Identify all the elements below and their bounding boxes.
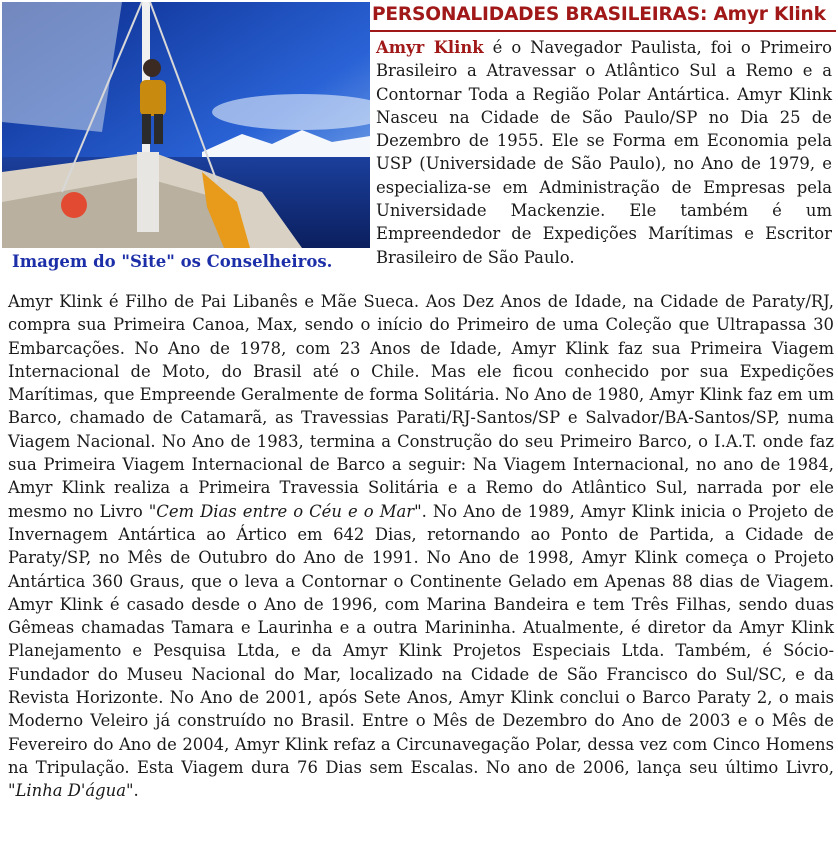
body-part-2: . No Ano de 1989, Amyr Klink inicia o Projeto de Invernagem Antártica ao Ártico em 642 Dias, retornando ao Ponto de Partida, a Cidade de Paraty/SP, no Mês de Outubro do Ano de 1991. No Ano de 1998, Amyr Klink começa o Projeto Antártica 360 Graus, que o leva a Contornar o Continente Gelado em Apenas 88 dias de Viagem. Amyr Klink é casado desde o Ano de 1996, com Marina Bandeira e tem Três Filhas, sendo duas Gêmeas chamadas Tamara e Laurinha e a outra Marininha. Atualmente, é diretor da Amyr Klink Planejamento e Pesquisa Ltda, e da Amyr Klink Projetos Especiais Ltda. Também, é Sócio-Fundador do Museu Nacional do Mar, localizado na Cidade de São Francisco do Sul/SC, e da Revista Horizonte. No Ano de 2001, após Sete Anos, Amyr Klink conclui o Barco Paraty 2, o mais Moderno Veleiro já construído no Brasil. Entre o Mês de Dezembro do Ano de 2003 e o Mês de Fevereiro do Ano de 2004, Amyr Klink refaz a Circunavegação Polar, dessa vez com Cinco Homens na Tripulação. Esta Viagem dura 76 Dias sem Escalas. No ano de 2006, lança seu último Livro, — [8, 501, 834, 777]
biography-paragraph — [8, 290, 834, 803]
sailboat-illustration — [2, 2, 370, 248]
body-part-1: Amyr Klink é Filho de Pai Libanês e Mãe Sueca. Aos Dez Anos de Idade, na Cidade de Paraty/RJ, compra sua Primeira Canoa, Max, sendo o início do Primeiro de uma Coleção que Ultrapassa 30 Embarcações. No Ano de 1978, com 23 Anos de Idade, Amyr Klink faz sua Primeira Viagem Internacional de Moto, do Brasil até o Chile. Mas ele ficou conhecido por sua Expedições Marítimas, que Empreende Geralmente de forma Solitária. No Ano de 1980, Amyr Klink faz em um Barco, chamado de Catamarã, as Travessias Parati/RJ-Santos/SP e Salvador/BA-Santos/SP, numa Viagem Nacional. No Ano de 1983, termina a Construção do seu Primeiro Barco, o I.A.T. onde faz sua Primeira Viagem Internacional de Barco a seguir: Na Viagem Internacional, no ano de 1984, Amyr Klink realiza a Primeira Travessia Solitária e a Remo do Atlântico Sul, narrada por ele mesmo no Livro — [8, 292, 834, 521]
book-title-2: "Linha D'água" — [8, 781, 134, 801]
intro-paragraph — [376, 36, 832, 269]
page-title: PERSONALIDADES BRASILEIRAS: Amyr Klink — [372, 4, 826, 25]
biography-body — [8, 290, 834, 803]
body-part-3: . — [133, 781, 139, 801]
title-underline — [370, 30, 836, 32]
book-title-1: "Cem Dias entre o Céu e o Mar" — [148, 501, 422, 521]
photo-caption: Imagem do "Site" os Conselheiros. — [12, 252, 333, 271]
intro-text: é o Navegador Paulista, foi o Primeiro Brasileiro a Atravessar o Atlântico Sul a Remo e a Contornar Toda a Região Polar Antártica. Amyr Klink Nasceu na Cidade de São Paulo/SP no Dia 25 de Dezembro de 1955. Ele se Forma em Economia pela USP (Universidade de São Paulo), no Ano de 1979, e especializa-se em Administração de Empresas pela Universidade Mackenzie. Ele também é um Empreendedor de Expedições Marítimas e Escritor Brasileiro de São Paulo. — [376, 38, 832, 267]
intro-name: Amyr Klink — [376, 38, 484, 57]
sailboat-photo — [2, 2, 370, 248]
